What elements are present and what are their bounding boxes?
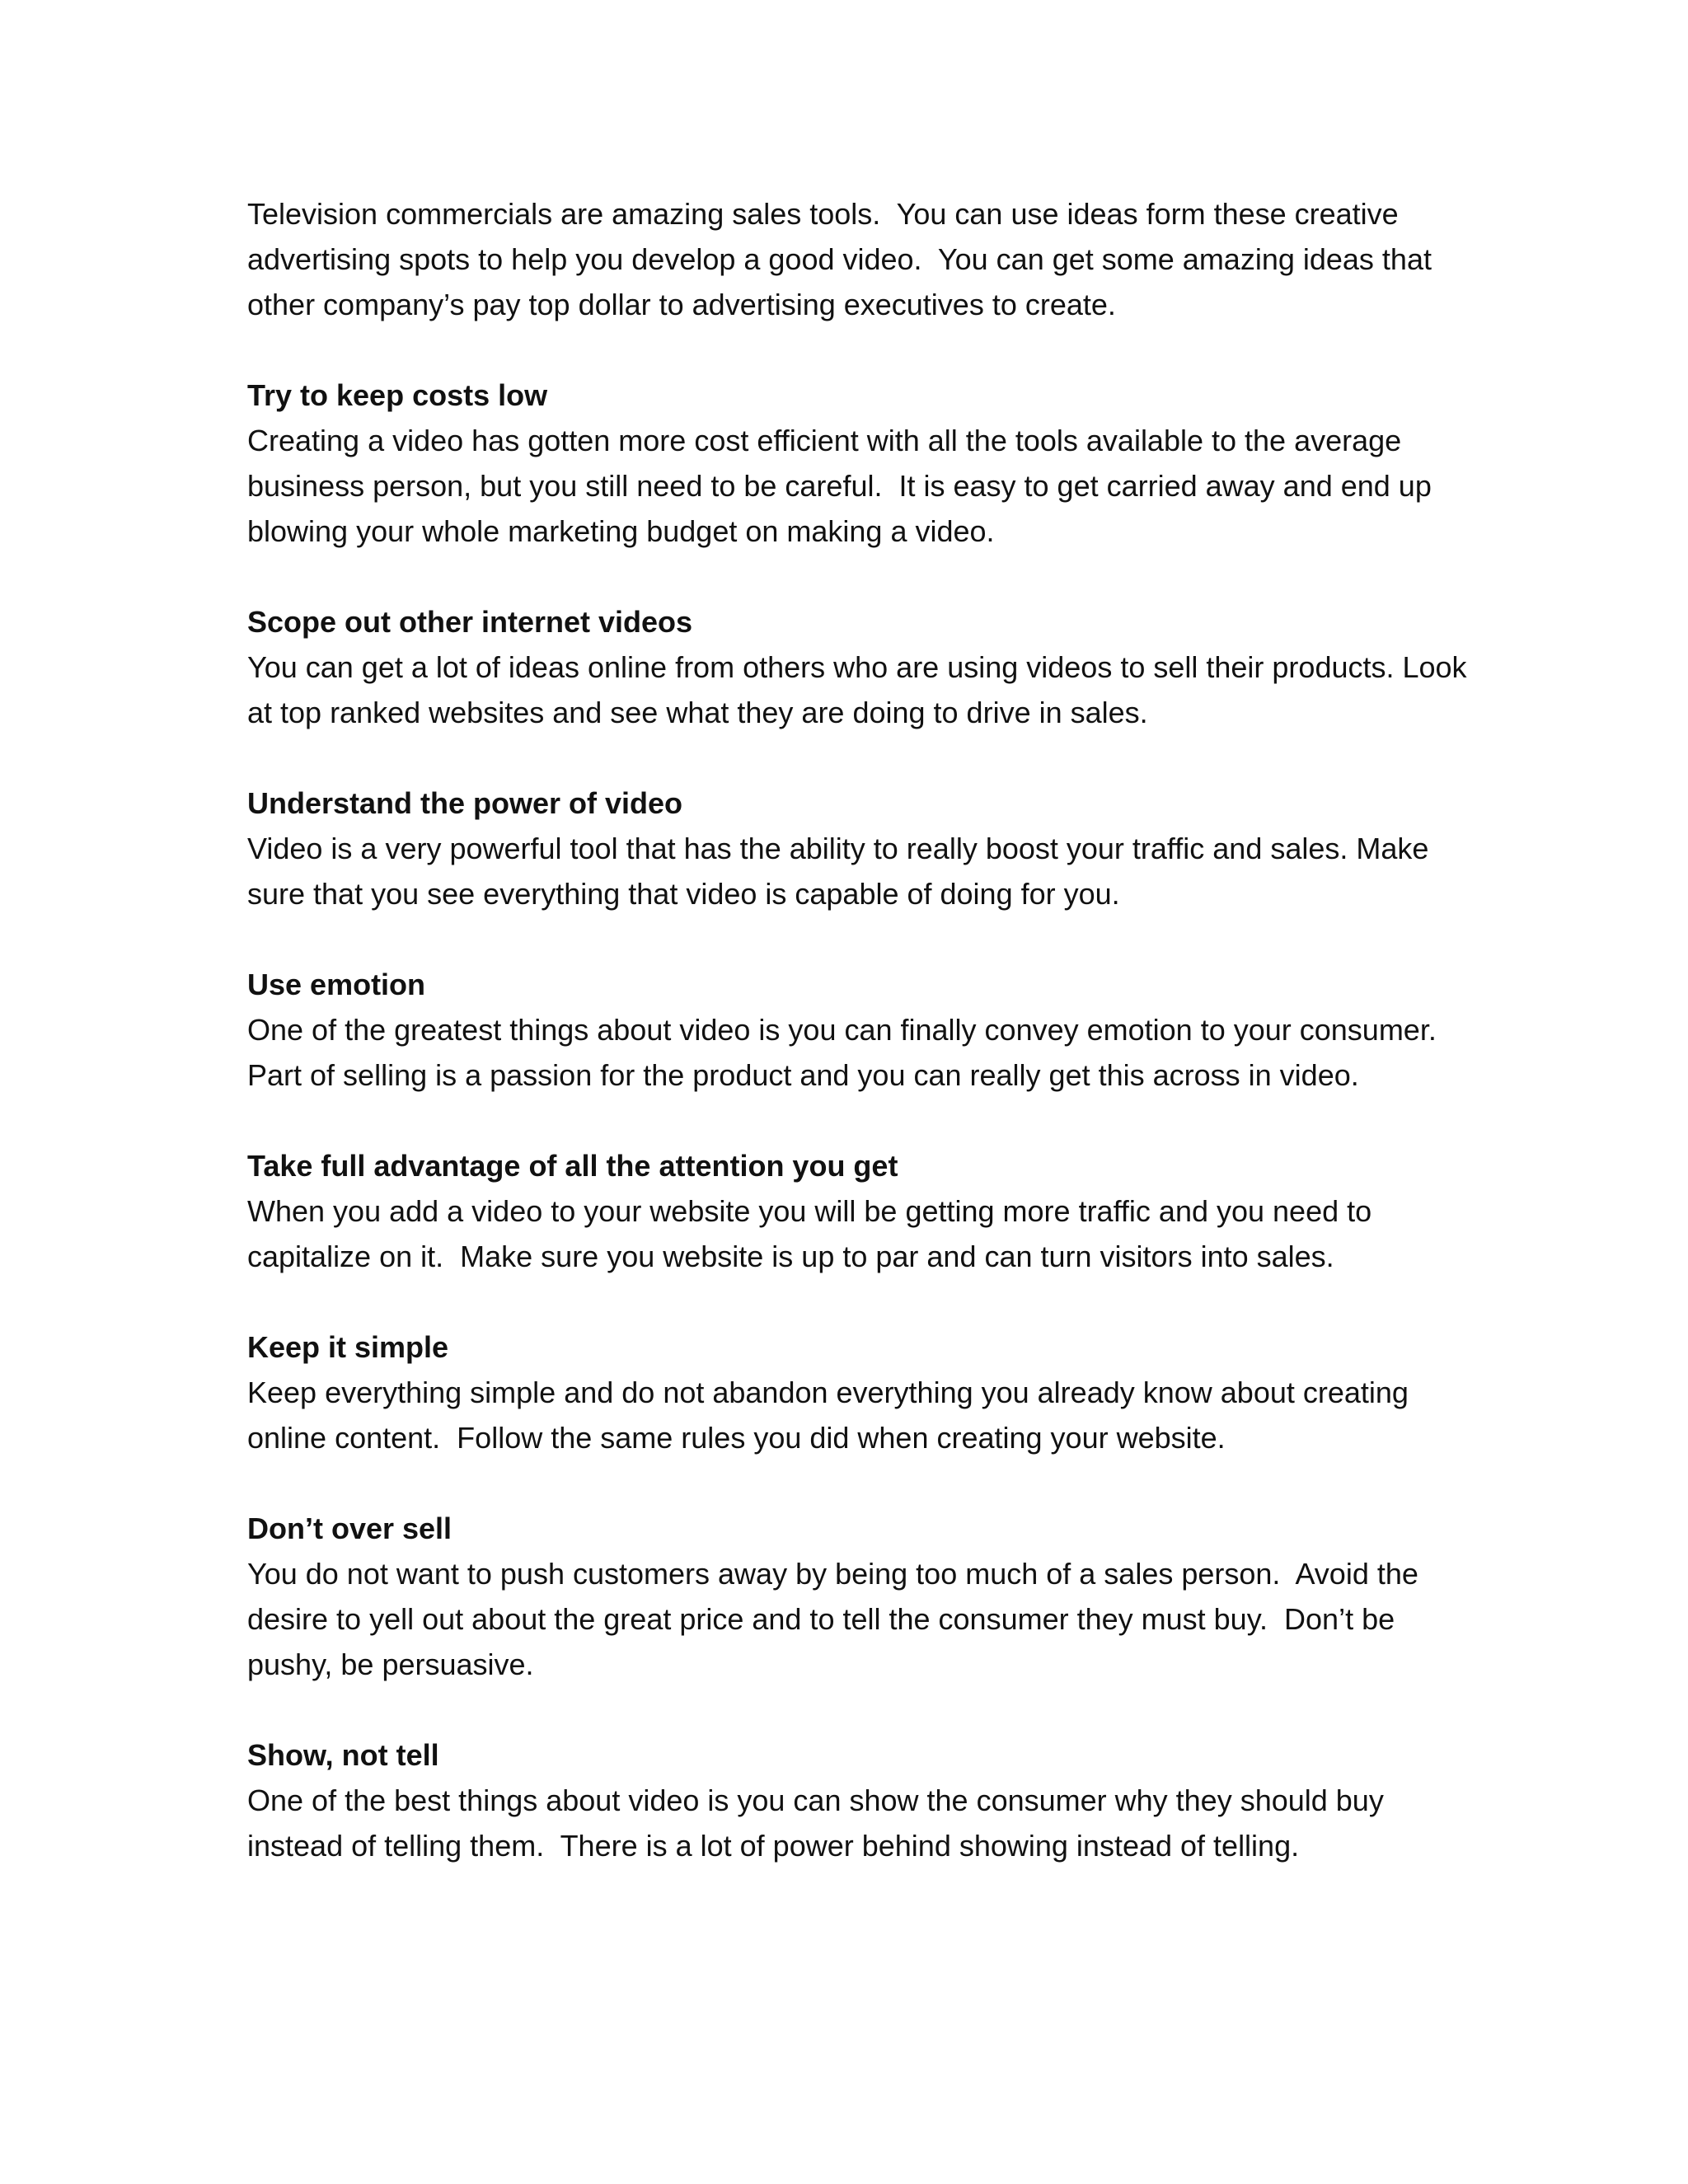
section-heading: Keep it simple (247, 1330, 449, 1364)
section-dont-over-sell (247, 1506, 1484, 1687)
section-heading: Try to keep costs low (247, 378, 548, 412)
section-heading: Show, not tell (247, 1738, 439, 1772)
section-paragraph: You can get a lot of ideas online from others who are using videos to sell their products. Look at top ranked websites and see what they are doing to drive in sales. (247, 650, 1475, 729)
section-power-of-video (247, 780, 1484, 916)
section-take-full-advantage (247, 1143, 1484, 1279)
section-scope-out-videos (247, 599, 1484, 735)
section-paragraph: Creating a video has gotten more cost efficient with all the tools available to the average business person, but you still need to be careful. It is easy to get carried away and end up blowing your whole marketing budget on making a video. (247, 424, 1440, 548)
intro-paragraph: Television commercials are amazing sales tools. You can use ideas form these creative advertising spots to help you develop a good video. You can get some amazing ideas that other company’s pay top dollar to advertising executives to create. (247, 197, 1440, 321)
section-paragraph: Keep everything simple and do not abandon everything you already know about creating online content. Follow the same rules you did when creating your website. (247, 1376, 1417, 1455)
section-heading: Scope out other internet videos (247, 605, 693, 639)
section-paragraph: One of the best things about video is you can show the consumer why they should buy instead of telling them. There is a lot of power behind showing instead of telling. (247, 1783, 1392, 1863)
section-use-emotion (247, 962, 1484, 1098)
section-paragraph: Video is a very powerful tool that has the ability to really boost your traffic and sales. Make sure that you see everything that video is capable of doing for you. (247, 832, 1437, 911)
section-paragraph: One of the greatest things about video is you can finally convey emotion to your consumer. Part of selling is a passion for the product and you can really get this across in video. (247, 1013, 1453, 1092)
section-heading: Take full advantage of all the attention you get (247, 1149, 898, 1183)
section-paragraph: You do not want to push customers away by being too much of a sales person. Avoid the desire to yell out about the great price and to tell the consumer they must buy. Don’t be pushy, be persuasive. (247, 1557, 1427, 1681)
section-heading: Don’t over sell (247, 1511, 452, 1545)
section-show-not-tell (247, 1732, 1484, 1868)
section-paragraph: When you add a video to your website you will be getting more traffic and you need to capitalize on it. Make sure you website is up to par and can turn visitors into sales. (247, 1194, 1381, 1273)
section-keep-it-simple (247, 1324, 1484, 1460)
document-page (247, 191, 1484, 1914)
section-keep-costs-low (247, 373, 1484, 554)
intro-section (247, 191, 1484, 327)
section-heading: Understand the power of video (247, 786, 683, 820)
section-heading: Use emotion (247, 968, 426, 1001)
